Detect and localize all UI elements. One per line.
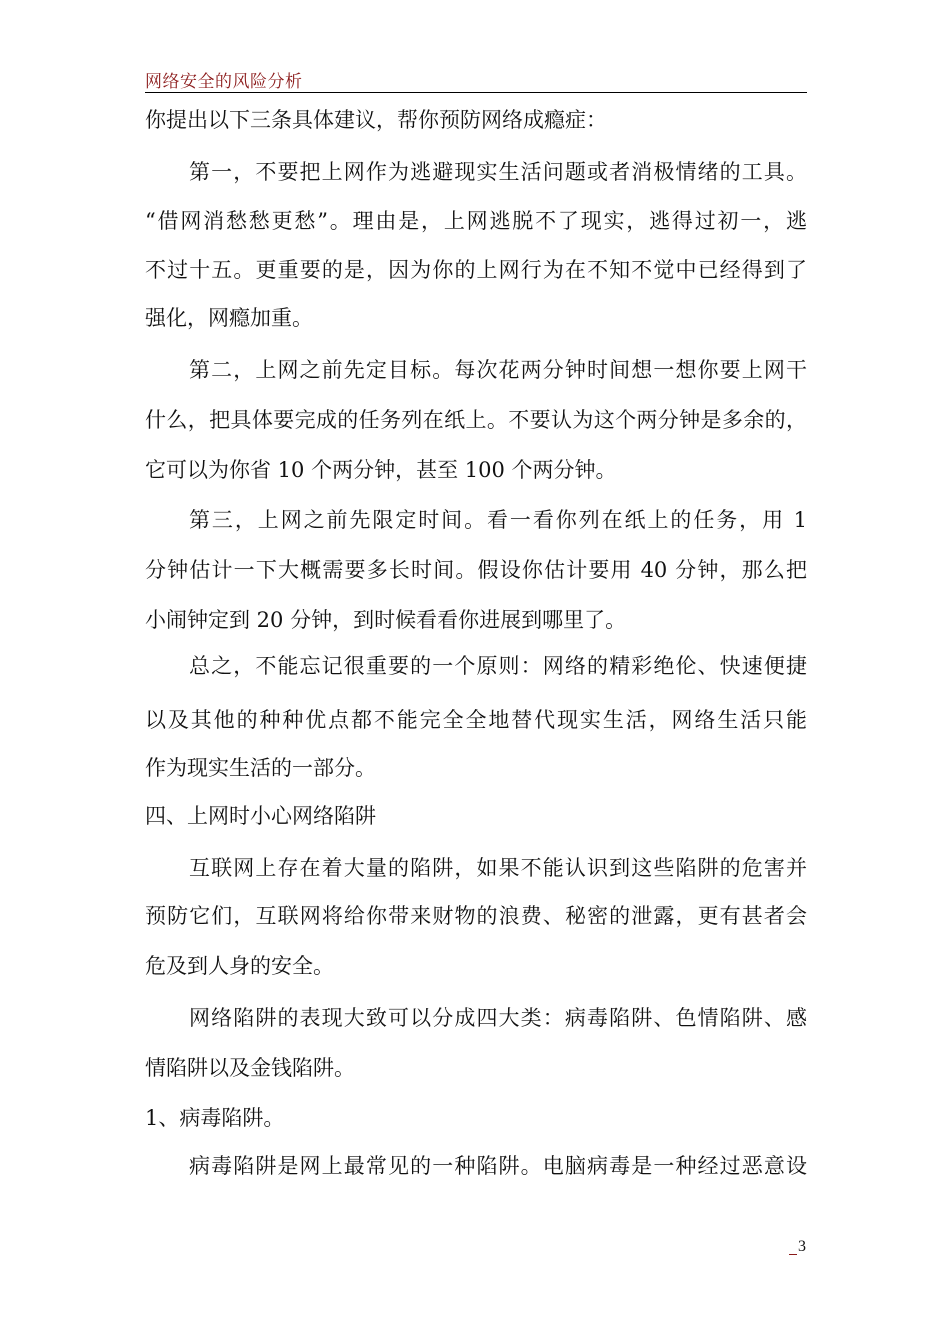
text-line: 以及其他的种种优点都不能完全全地替代现实生活，网络生活只能	[145, 708, 807, 732]
page-number	[789, 1238, 809, 1256]
header-title: 网络安全的风险分析	[145, 72, 303, 92]
text-line: 总之，不能忘记很重要的一个原则：网络的精彩绝伦、快速便捷	[189, 654, 807, 678]
page-header	[145, 66, 807, 93]
text-line: 第三，上网之前先限定时间。看一看你列在纸上的任务，用 1	[189, 508, 807, 532]
text-line: 不过十五。更重要的是，因为你的上网行为在不知不觉中已经得到了	[145, 258, 807, 282]
text-line: “借网消愁愁更愁”。理由是，上网逃脱不了现实，逃得过初一，逃	[145, 209, 807, 233]
text-line: 第一，不要把上网作为逃避现实生活问题或者消极情绪的工具。	[189, 160, 807, 184]
page-number-text: 3	[798, 1238, 806, 1255]
text-line: 情陷阱以及金钱陷阱。	[145, 1056, 355, 1080]
text-line: 什么，把具体要完成的任务列在纸上。不要认为这个两分钟是多余的，	[145, 408, 807, 432]
section-heading: 四、上网时小心网络陷阱	[145, 804, 376, 828]
text-line: 它可以为你省 10 个两分钟，甚至 100 个两分钟。	[145, 458, 617, 482]
page-number-mark	[789, 1254, 797, 1255]
text-line: 你提出以下三条具体建议，帮你预防网络成瘾症：	[145, 108, 607, 132]
text-line: 小闹钟定到 20 分钟，到时候看看你进展到哪里了。	[145, 608, 627, 632]
subsection-heading: 1、病毒陷阱。	[145, 1106, 285, 1130]
text-line: 第二，上网之前先定目标。每次花两分钟时间想一想你要上网干	[189, 358, 807, 382]
text-line: 危及到人身的安全。	[145, 954, 334, 978]
text-line: 网络陷阱的表现大致可以分成四大类：病毒陷阱、色情陷阱、感	[189, 1006, 807, 1030]
text-line: 作为现实生活的一部分。	[145, 756, 376, 780]
text-line: 互联网上存在着大量的陷阱，如果不能认识到这些陷阱的危害并	[189, 856, 807, 880]
text-line: 预防它们，互联网将给你带来财物的浪费、秘密的泄露，更有甚者会	[145, 904, 807, 928]
text-line: 病毒陷阱是网上最常见的一种陷阱。电脑病毒是一种经过恶意设	[189, 1154, 807, 1178]
text-line: 分钟估计一下大概需要多长时间。假设你估计要用 40 分钟，那么把	[145, 558, 807, 582]
text-line: 强化，网瘾加重。	[145, 306, 313, 330]
